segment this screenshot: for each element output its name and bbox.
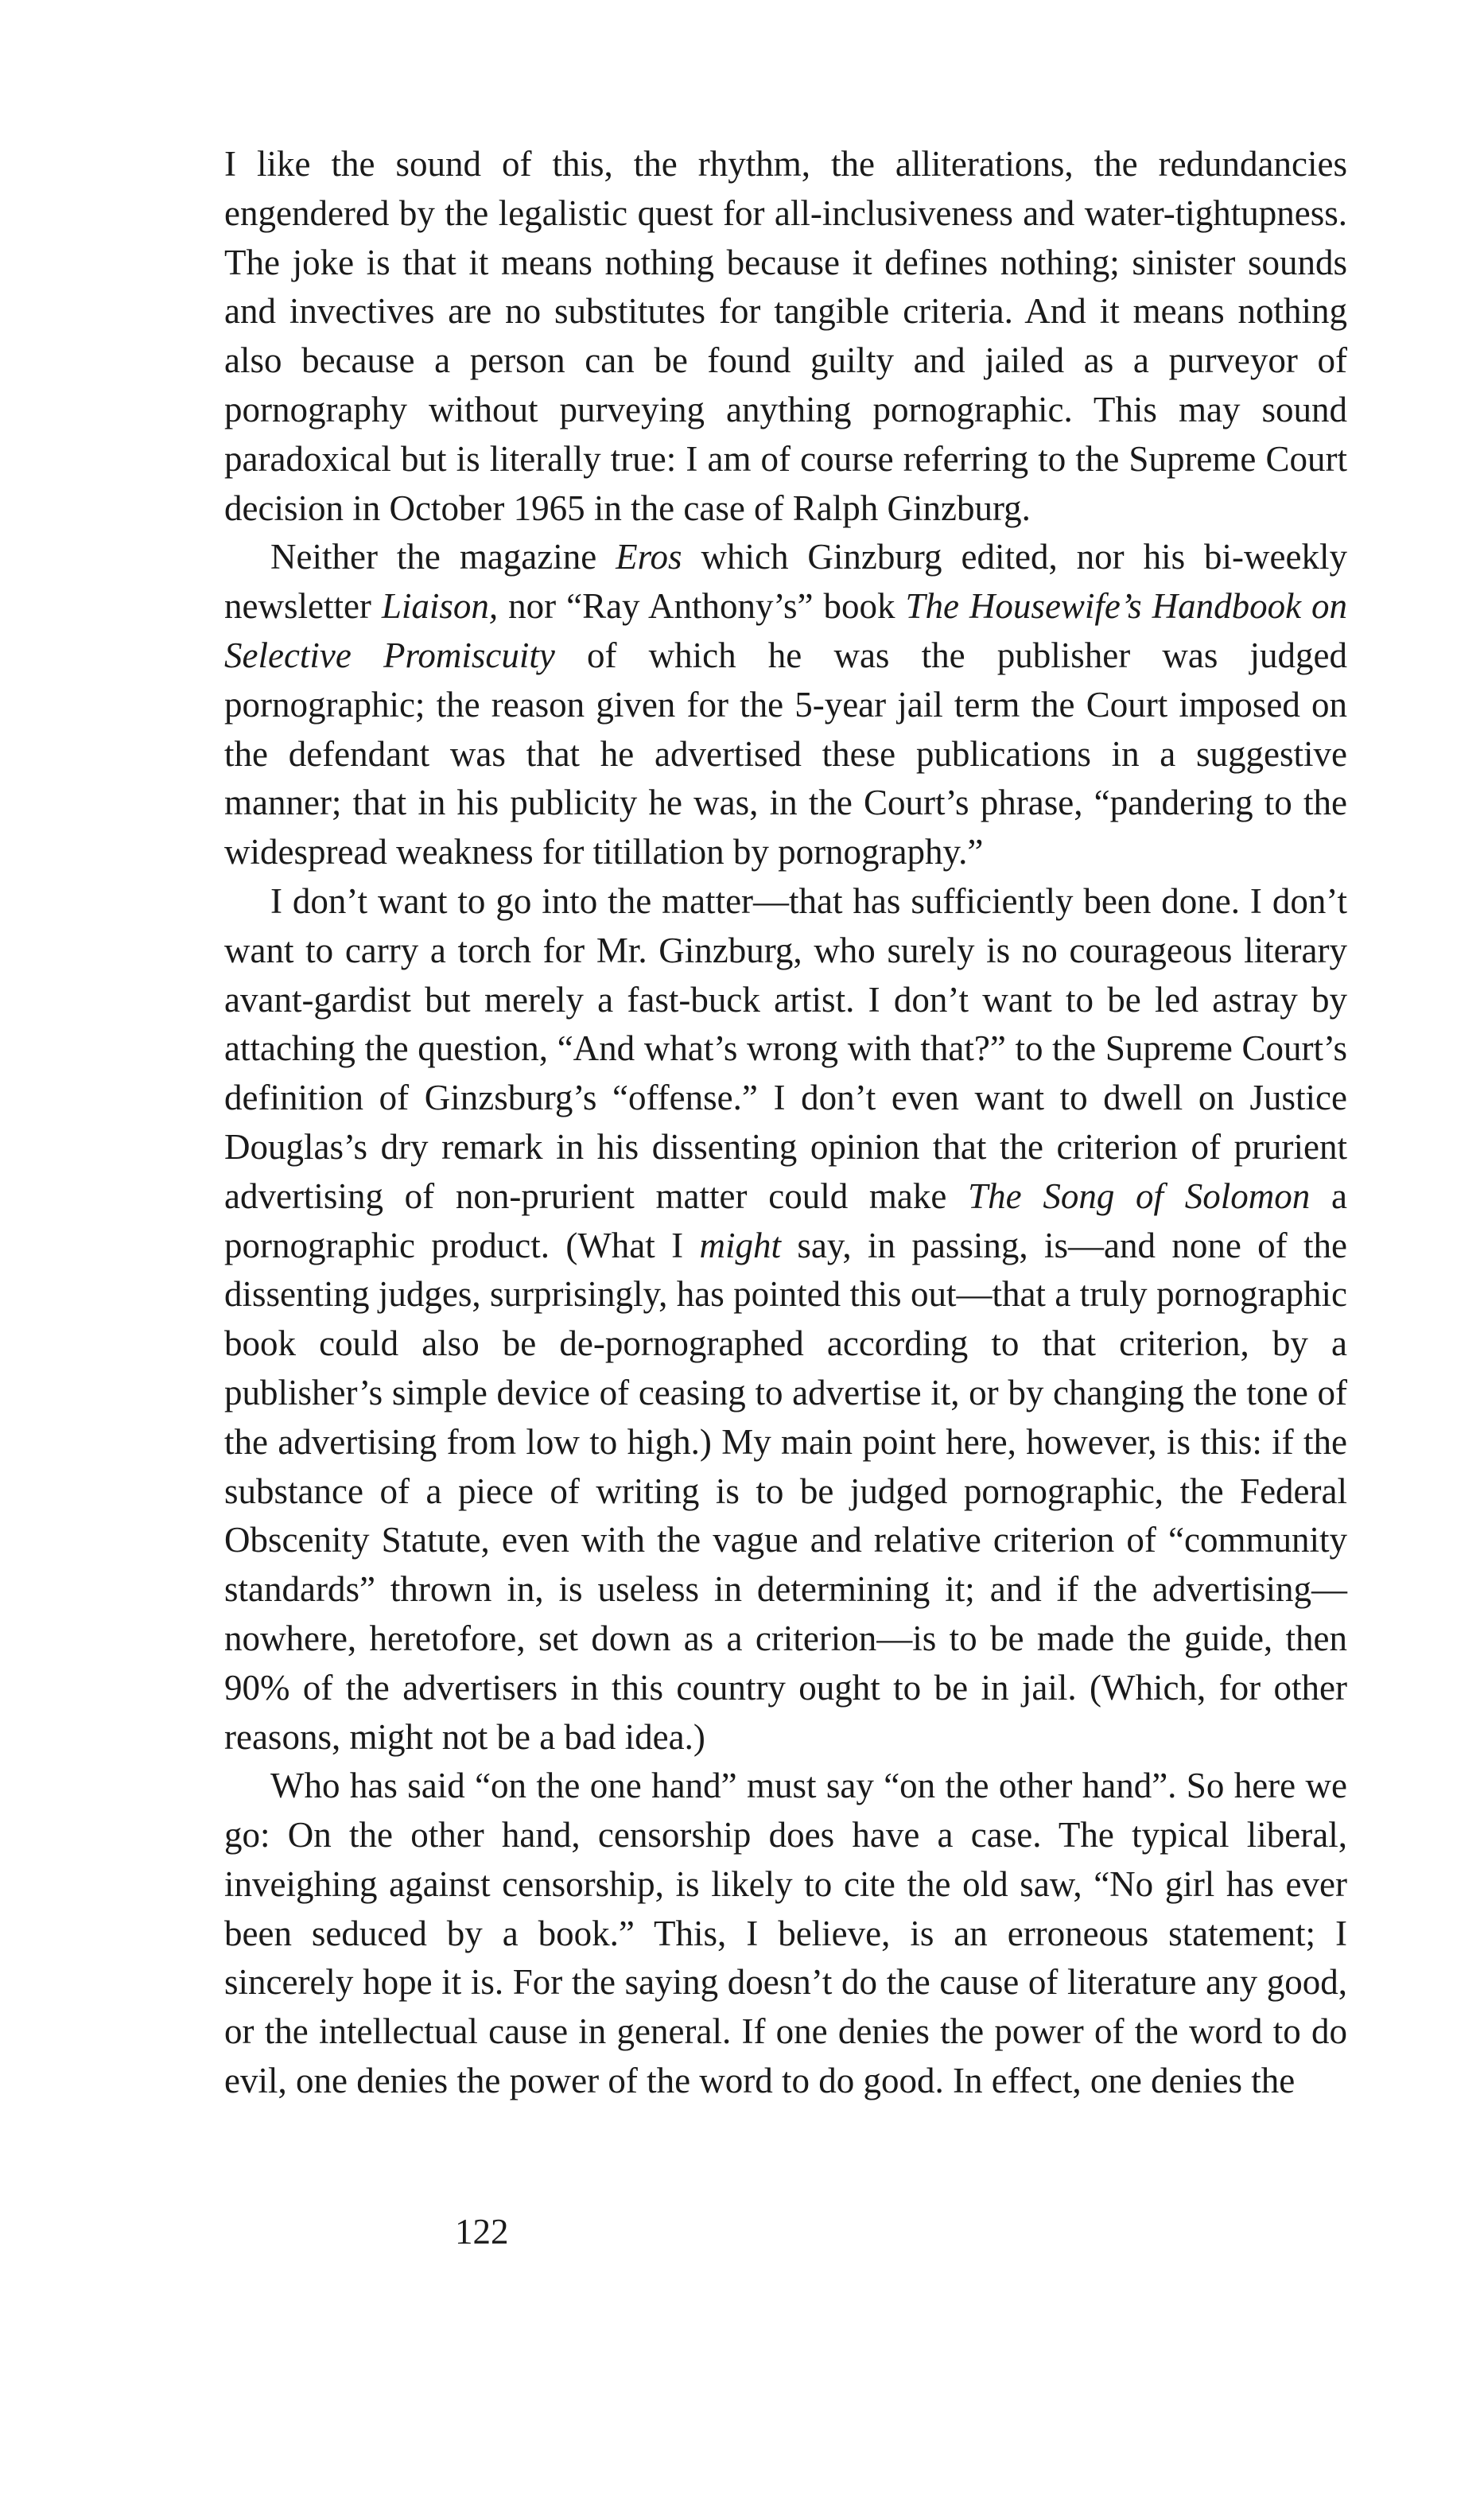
text-run: nor “Ray Anthony’s” book	[498, 586, 906, 627]
italic-title-text: Liaison,	[381, 586, 499, 627]
paragraph-2	[224, 533, 1347, 877]
text-run: a pornographic product. (What I	[224, 1175, 1347, 1265]
italic-title-text: The Song of Solomon	[968, 1175, 1311, 1216]
paragraph-4	[224, 1762, 1347, 2106]
text-run: I like the sound of this, the rhythm, the alliterations, the redundancies engendered by the legalistic quest for all-inclusiveness and water-tightupness. The joke is that it means nothing because it defines nothing; sinister sounds and invectives are no substitutes for tangible criteria. And it means nothing also because a person can be found guilty and jailed as a purveyor of pornography without purveying anything pornographic. This may sound paradoxical but is literally true: I am of course referring to the Supreme Court decision in October 1965 in the case of Ralph Ginzburg.	[224, 144, 1347, 528]
text-run: say, in passing, is—and none of the dissenting judges, surprisingly, has pointed this out—that a truly pornographic book could also be de-pornographed according to that criterion, by a publisher’s simple device of ceasing to advertise it, or by changing the tone of the advertising from low to high.) My main point here, however, is this: if the substance of a piece of writing is to be judged pornographic, the Federal Obscenity Statute, even with the vague and relative criterion of “community standards” thrown in, is useless in determining it; and if the advertising—nowhere, heretofore, set down as a criterion—is to be made the guide, then 90% of the advertisers in this country ought to be in jail. (Which, for other reasons, might not be a bad idea.)	[224, 1225, 1347, 1757]
page-number-text: 122	[455, 2212, 509, 2252]
text-run: I don’t want to go into the matter—that has sufficiently been done. I don’t want to carry a torch for Mr. Ginzburg, who surely is no courageous literary avant-gardist but merely a fast-buck artist. I don’t want to be led astray by attaching the question, “And what’s wrong with that?” to the Supreme Court’s definition of Ginzsburg’s “offense.” I don’t even want to dwell on Justice Douglas’s dry remark in his dissenting opinion that the criterion of prurient advertising of non-prurient matter could make	[224, 880, 1347, 1216]
italic-title-text: The Housewife’s Handbook on Selective Promiscuity	[224, 586, 1348, 675]
italic-title-text: might	[699, 1225, 781, 1265]
text-run: of which he was the publisher was judged pornographic; the reason given for the 5-year jail term the Court imposed on the defendant was that he advertised these publications in a suggestive manner; that in his publicity he was, in the Court’s phrase, “pandering to the widespread weakness for titillation by pornography.”	[224, 635, 1348, 872]
text-run: Who has said “on the one hand” must say “on the other hand”. So here we go: On the other hand, censorship does have a case. The typical liberal, inveighing against censorship, is likely to cite the old saw, “No girl has ever been seduced by a book.” This, I believe, is an erroneous statement; I sincerely hope it is. For the saying doesn’t do the cause of literature any good, or the intellectual cause in general. If one denies the power of the word to do evil, one denies the power of the word to do good. In effect, one denies the	[224, 1766, 1347, 2101]
paragraph-3	[224, 877, 1347, 1762]
page-number	[0, 2209, 526, 2254]
text-run: which Ginzburg edited, nor his bi-weekly newsletter	[224, 537, 1347, 627]
italic-title-text: Eros	[616, 537, 682, 577]
text-run: Neither the magazine	[270, 537, 616, 577]
body-text	[224, 140, 1347, 2106]
paragraph-1	[224, 140, 1347, 533]
